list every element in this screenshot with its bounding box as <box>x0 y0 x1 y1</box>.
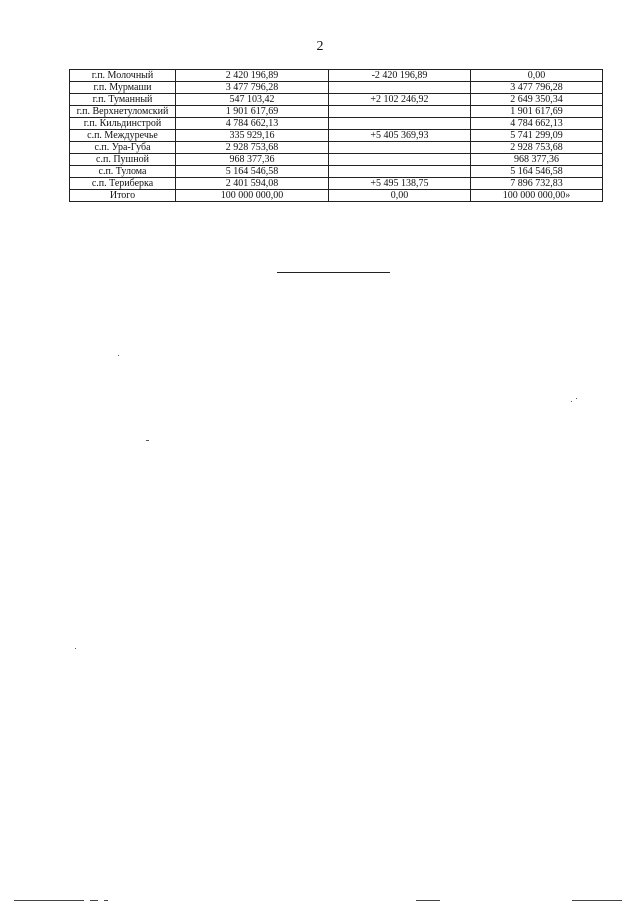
table-row <box>70 70 603 82</box>
base-amount-cell: 3 477 796,28 <box>176 82 329 94</box>
table-row <box>70 118 603 130</box>
total-amount-cell: 1 901 617,69 <box>471 106 603 118</box>
total-amount-cell: 5 741 299,09 <box>471 130 603 142</box>
change-amount-cell <box>329 154 471 166</box>
settlement-name-cell: с.п. Териберка <box>70 178 176 190</box>
change-amount-cell <box>329 166 471 178</box>
base-amount-cell: 2 420 196,89 <box>176 70 329 82</box>
footer-scan-line <box>416 900 440 901</box>
base-amount-cell: 100 000 000,00 <box>176 190 329 202</box>
table-row <box>70 142 603 154</box>
footer-scan-line <box>572 900 622 901</box>
budget-distribution-table <box>69 69 603 202</box>
base-amount-cell: 5 164 546,58 <box>176 166 329 178</box>
separator-line <box>277 272 390 273</box>
settlement-name-cell: с.п. Тулома <box>70 166 176 178</box>
scan-speck <box>576 398 577 399</box>
base-amount-cell: 547 103,42 <box>176 94 329 106</box>
change-amount-cell: 0,00 <box>329 190 471 202</box>
change-amount-cell: -2 420 196,89 <box>329 70 471 82</box>
settlement-name-cell: с.п. Междуречье <box>70 130 176 142</box>
total-amount-cell: 3 477 796,28 <box>471 82 603 94</box>
table-row <box>70 154 603 166</box>
total-amount-cell: 2 928 753,68 <box>471 142 603 154</box>
base-amount-cell: 968 377,36 <box>176 154 329 166</box>
footer-scan-line <box>14 900 84 901</box>
total-amount-cell: 5 164 546,58 <box>471 166 603 178</box>
change-amount-cell: +2 102 246,92 <box>329 94 471 106</box>
scan-speck <box>571 401 572 402</box>
scan-speck <box>75 648 76 649</box>
settlement-name-cell: г.п. Туманный <box>70 94 176 106</box>
total-amount-cell: 7 896 732,83 <box>471 178 603 190</box>
page-number: 2 <box>316 39 324 54</box>
total-label-cell: Итого <box>70 190 176 202</box>
change-amount-cell <box>329 118 471 130</box>
total-amount-cell: 2 649 350,34 <box>471 94 603 106</box>
settlement-name-cell: г.п. Кильдинстрой <box>70 118 176 130</box>
footer-scan-line <box>104 900 108 901</box>
settlement-name-cell: г.п. Верхнетуломский <box>70 106 176 118</box>
base-amount-cell: 2 401 594,08 <box>176 178 329 190</box>
base-amount-cell: 4 784 662,13 <box>176 118 329 130</box>
settlement-name-cell: с.п. Пушной <box>70 154 176 166</box>
table-total-row <box>70 190 603 202</box>
total-amount-cell: 4 784 662,13 <box>471 118 603 130</box>
change-amount-cell <box>329 106 471 118</box>
change-amount-cell <box>329 142 471 154</box>
table-row <box>70 178 603 190</box>
table-row <box>70 94 603 106</box>
settlement-name-cell: с.п. Ура-Губа <box>70 142 176 154</box>
change-amount-cell: +5 495 138,75 <box>329 178 471 190</box>
change-amount-cell: +5 405 369,93 <box>329 130 471 142</box>
table-row <box>70 130 603 142</box>
table-row <box>70 82 603 94</box>
total-amount-cell: 0,00 <box>471 70 603 82</box>
scan-speck <box>118 355 119 356</box>
footer-scan-line <box>90 900 98 901</box>
settlement-name-cell: г.п. Мурмаши <box>70 82 176 94</box>
scan-speck <box>146 440 149 441</box>
base-amount-cell: 335 929,16 <box>176 130 329 142</box>
table-row <box>70 166 603 178</box>
base-amount-cell: 2 928 753,68 <box>176 142 329 154</box>
change-amount-cell <box>329 82 471 94</box>
total-amount-cell: 968 377,36 <box>471 154 603 166</box>
table-row <box>70 106 603 118</box>
base-amount-cell: 1 901 617,69 <box>176 106 329 118</box>
settlement-name-cell: г.п. Молочный <box>70 70 176 82</box>
total-amount-cell: 100 000 000,00» <box>471 190 603 202</box>
